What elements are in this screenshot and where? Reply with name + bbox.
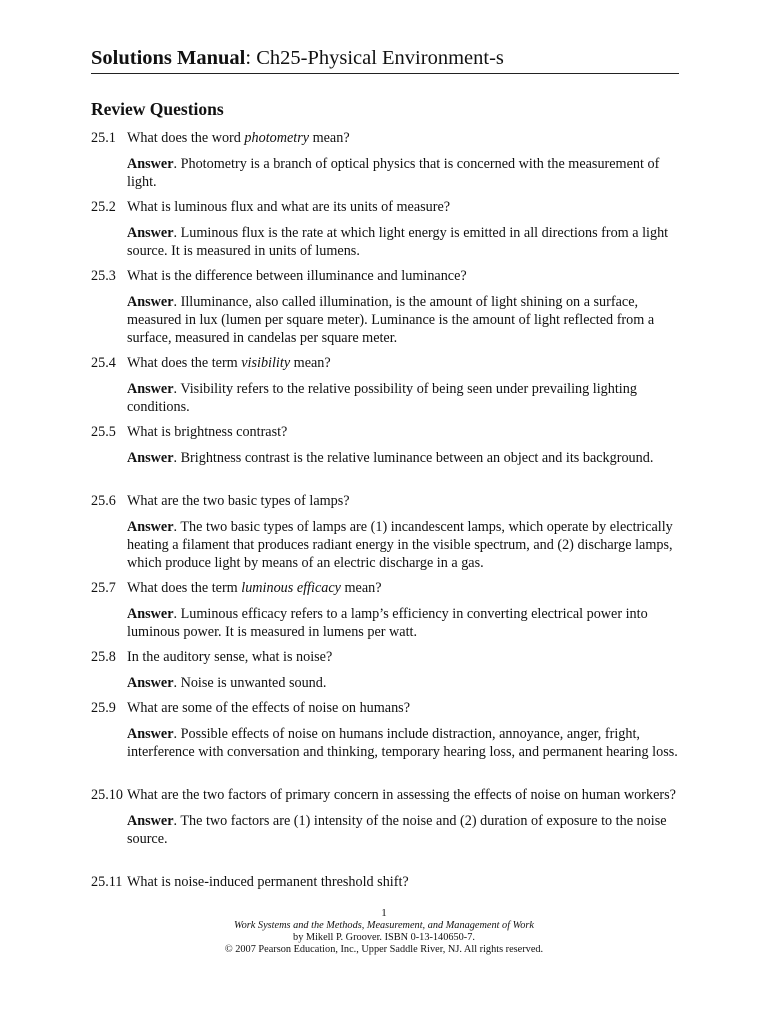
qa-item: [91, 786, 679, 848]
answer-text: . The two factors are (1) intensity of the noise and (2) duration of exposure to the noise source.: [127, 813, 667, 847]
question: [91, 492, 679, 510]
question-text: What does the word photometry mean?: [127, 130, 350, 146]
qa-item: [91, 873, 679, 891]
question-number: 25.3: [91, 268, 116, 284]
question-number: 25.5: [91, 424, 116, 440]
author-line: by Mikell P. Groover. ISBN 0-13-140650-7.: [293, 932, 475, 943]
answer: [127, 449, 679, 467]
question-number: 25.8: [91, 649, 116, 665]
page-number: 1: [381, 907, 387, 919]
question-text: What does the term visibility mean?: [127, 355, 331, 371]
qa-item: [91, 129, 679, 191]
answer: [127, 155, 679, 191]
question: [91, 786, 679, 804]
question-number: 25.7: [91, 580, 116, 596]
answer-text: . Illuminance, also called illumination, is the amount of light shining on a surface, measured in lux (lumen per square meter). Luminance is the amount of light reflected from a surface, measured in candelas per square meter.: [127, 294, 655, 346]
question: [91, 699, 679, 717]
question: [91, 354, 679, 372]
qa-item: [91, 648, 679, 692]
answer: [127, 812, 679, 848]
answer-label: Answer: [127, 156, 174, 172]
question-text: What is the difference between illuminance and luminance?: [127, 268, 467, 284]
question-text: What are the two basic types of lamps?: [127, 493, 350, 509]
qa-item: [91, 579, 679, 641]
section-title: Review Questions: [91, 99, 224, 119]
answer: [127, 518, 679, 572]
question-number: 25.11: [91, 874, 123, 890]
answer-text: . Brightness contrast is the relative luminance between an object and its background.: [173, 450, 654, 466]
qa-item: [91, 198, 679, 260]
answer: [127, 224, 679, 260]
question: [91, 129, 679, 147]
question-text: What does the term luminous efficacy mean?: [127, 580, 382, 596]
answer-text: . Noise is unwanted sound.: [173, 675, 327, 691]
page-footer: [0, 907, 768, 956]
answer-label: Answer: [127, 381, 174, 397]
answer-text: . Luminous efficacy refers to a lamp’s efficiency in converting electrical power into luminous power. It is measured in lumens per watt.: [127, 606, 648, 640]
book-title: Work Systems and the Methods, Measurement, and Management of Work: [234, 920, 534, 931]
question-text: What are some of the effects of noise on humans?: [127, 700, 410, 716]
answer-text: . Photometry is a branch of optical physics that is concerned with the measurement of light.: [127, 156, 660, 190]
qa-item: [91, 423, 679, 467]
copyright-line: © 2007 Pearson Education, Inc., Upper Saddle River, NJ. All rights reserved.: [224, 944, 544, 955]
qa-item: [91, 492, 679, 572]
answer-label: Answer: [127, 813, 174, 829]
question: [91, 423, 679, 441]
qa-item: [91, 354, 679, 416]
question-text: What is noise-induced permanent threshold shift?: [127, 874, 409, 890]
page-header: [91, 44, 679, 74]
question: [91, 873, 679, 891]
question-text: What is brightness contrast?: [127, 424, 288, 440]
question-number: 25.4: [91, 355, 116, 371]
answer: [127, 725, 679, 761]
question-number: 25.10: [91, 787, 123, 803]
answer: [127, 605, 679, 641]
answer: [127, 674, 679, 692]
answer-text: . Visibility refers to the relative possibility of being seen under prevailing lighting conditions.: [127, 381, 637, 415]
answer-label: Answer: [127, 675, 174, 691]
answer-label: Answer: [127, 606, 174, 622]
answer-label: Answer: [127, 225, 174, 241]
question-text: What are the two factors of primary concern in assessing the effects of noise on human workers?: [127, 787, 676, 803]
answer-label: Answer: [127, 450, 174, 466]
answer-text: . The two basic types of lamps are (1) incandescent lamps, which operate by electrically heating a filament that produces radiant energy in the visible spectrum, and (2) discharge lamps, which produce light by means of an electric discharge in a gas.: [127, 519, 673, 571]
header-label: Solutions Manual: [91, 47, 246, 69]
question: [91, 648, 679, 666]
answer: [127, 380, 679, 416]
question-text: What is luminous flux and what are its units of measure?: [127, 199, 451, 215]
question: [91, 579, 679, 597]
answer-text: . Luminous flux is the rate at which light energy is emitted in all directions from a light source. It is measured in units of lumens.: [127, 225, 669, 259]
qa-item: [91, 267, 679, 347]
answer-label: Answer: [127, 726, 174, 742]
answer-text: . Possible effects of noise on humans include distraction, annoyance, anger, fright, interference with conversation and thinking, temporary hearing loss, and permanent hearing loss.: [127, 726, 678, 760]
question: [91, 198, 679, 216]
question-number: 25.9: [91, 700, 116, 716]
question-number: 25.1: [91, 130, 116, 146]
question-text: In the auditory sense, what is noise?: [127, 649, 333, 665]
answer-label: Answer: [127, 294, 174, 310]
question-number: 25.6: [91, 493, 116, 509]
header-chapter: : Ch25-Physical Environment-s: [245, 47, 504, 69]
question-number: 25.2: [91, 199, 116, 215]
question: [91, 267, 679, 285]
answer: [127, 293, 679, 347]
qa-item: [91, 699, 679, 761]
answer-label: Answer: [127, 519, 174, 535]
